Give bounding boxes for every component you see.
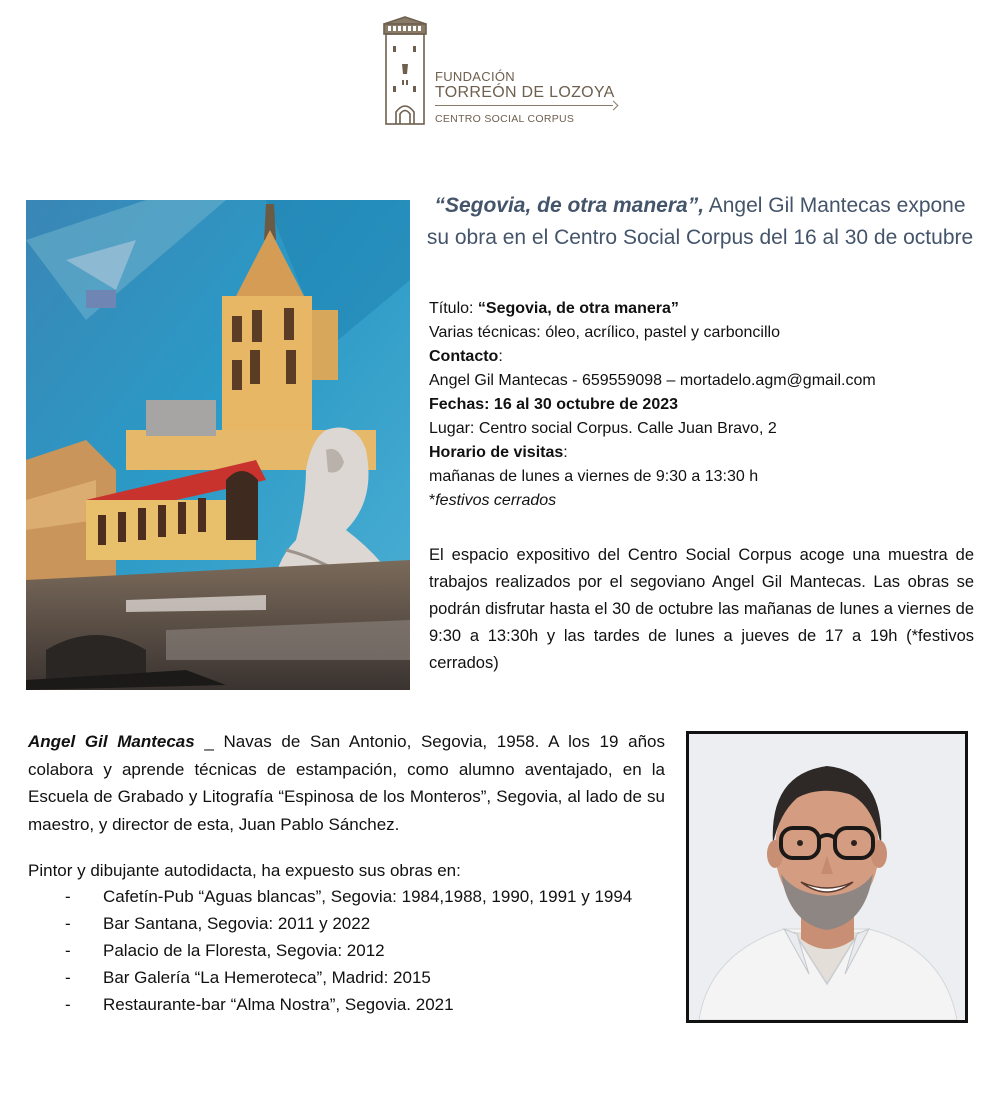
logo-rule: [435, 105, 613, 106]
list-bullet: -: [65, 968, 71, 987]
exhibitions-list: [28, 883, 668, 1018]
exhibition-headline: [420, 190, 980, 254]
info-contact-label: Contacto: [429, 348, 499, 365]
info-dates: [429, 393, 984, 417]
headline-line-1: [420, 190, 980, 222]
list-item: [28, 991, 668, 1018]
info-holidays-text: festivos cerrados: [435, 492, 557, 509]
logo-rule-end: [609, 101, 619, 111]
info-contact-colon: :: [498, 348, 503, 365]
info-holidays: [429, 489, 984, 513]
list-item-text: Restaurante-bar “Alma Nostra”, Segovia. 2021: [103, 995, 454, 1014]
list-item: [28, 964, 668, 991]
info-hours-heading: [429, 441, 984, 465]
info-hours-label: Horario de visitas: [429, 444, 564, 461]
exhibition-info: [429, 297, 984, 513]
list-bullet: -: [65, 995, 71, 1014]
tower-logo-icon: [380, 14, 430, 126]
list-bullet: -: [65, 941, 71, 960]
list-item-text: Cafetín-Pub “Aguas blancas”, Segovia: 1984,1988, 1990, 1991 y 1994: [103, 887, 633, 906]
headline-line-2: su obra en el Centro Social Corpus del 16 al 30 de octubre: [426, 226, 974, 249]
info-dates-text: Fechas: 16 al 30 octubre de 2023: [429, 396, 679, 413]
info-techniques: Varias técnicas: óleo, acrílico, pastel y carboncillo: [429, 324, 780, 341]
headline-artist-text: Angel Gil Mantecas expone: [704, 194, 966, 217]
info-title-label: Título:: [429, 300, 478, 317]
info-title-row: [429, 297, 984, 321]
logo-line-torreon: TORREÓN DE LOZOYA: [435, 84, 615, 101]
list-item: [28, 937, 668, 964]
list-item: [28, 910, 668, 937]
exhibition-description: El espacio expositivo del Centro Social Corpus acoge una muestra de trabajos realizados por el segoviano Angel Gil Mantecas. Las obras se podrán disfrutar hasta el 30 de octubre las mañanas de lunes a viernes de 9:30 a 13:30h y las tardes de lunes a jueves de 17 a 19h (*festivos cerrados): [429, 546, 974, 672]
list-item-text: Palacio de la Floresta, Segovia: 2012: [103, 941, 385, 960]
info-hours-value: mañanas de lunes a viernes de 9:30 a 13:30 h: [429, 468, 759, 485]
artist-name: Angel Gil Mantecas: [28, 732, 195, 751]
list-item-text: Bar Santana, Segovia: 2011 y 2022: [103, 914, 371, 933]
info-contact-heading: [429, 345, 984, 369]
logo-line-fundacion: FUNDACIÓN: [435, 69, 515, 84]
logo-line-centro: CENTRO SOCIAL CORPUS: [435, 113, 575, 125]
info-place: Lugar: Centro social Corpus. Calle Juan Bravo, 2: [429, 420, 777, 437]
artist-bio-text: _ Navas de San Antonio, Segovia, 1958. A los 19 años colabora y aprende técnicas de estampación, como alumno aventajado, en la Escuela de Grabado y Litografía “Espinosa de los Monteros”, Segovia, al lado de su maestro, y director de esta, Juan Pablo Sánchez.: [28, 732, 665, 834]
list-bullet: -: [65, 914, 71, 933]
list-bullet: -: [65, 887, 71, 906]
artist-bio: [28, 728, 665, 838]
headline-exhibition-title: “Segovia, de otra manera”,: [434, 194, 705, 217]
info-title-value: “Segovia, de otra manera”: [477, 300, 679, 317]
segovia-painting-image: [26, 200, 410, 690]
artist-portrait-image: [686, 731, 968, 1023]
info-hours-colon: :: [563, 444, 568, 461]
list-item: [28, 883, 668, 910]
exhibitions-intro: Pintor y dibujante autodidacta, ha expuesto sus obras en:: [28, 861, 461, 880]
foundation-logo: [380, 14, 620, 130]
list-item-text: Bar Galería “La Hemeroteca”, Madrid: 2015: [103, 968, 431, 987]
info-holidays-star: *: [429, 492, 436, 509]
info-contact-value: Angel Gil Mantecas - 659559098 – mortadelo.agm@gmail.com: [429, 372, 876, 389]
